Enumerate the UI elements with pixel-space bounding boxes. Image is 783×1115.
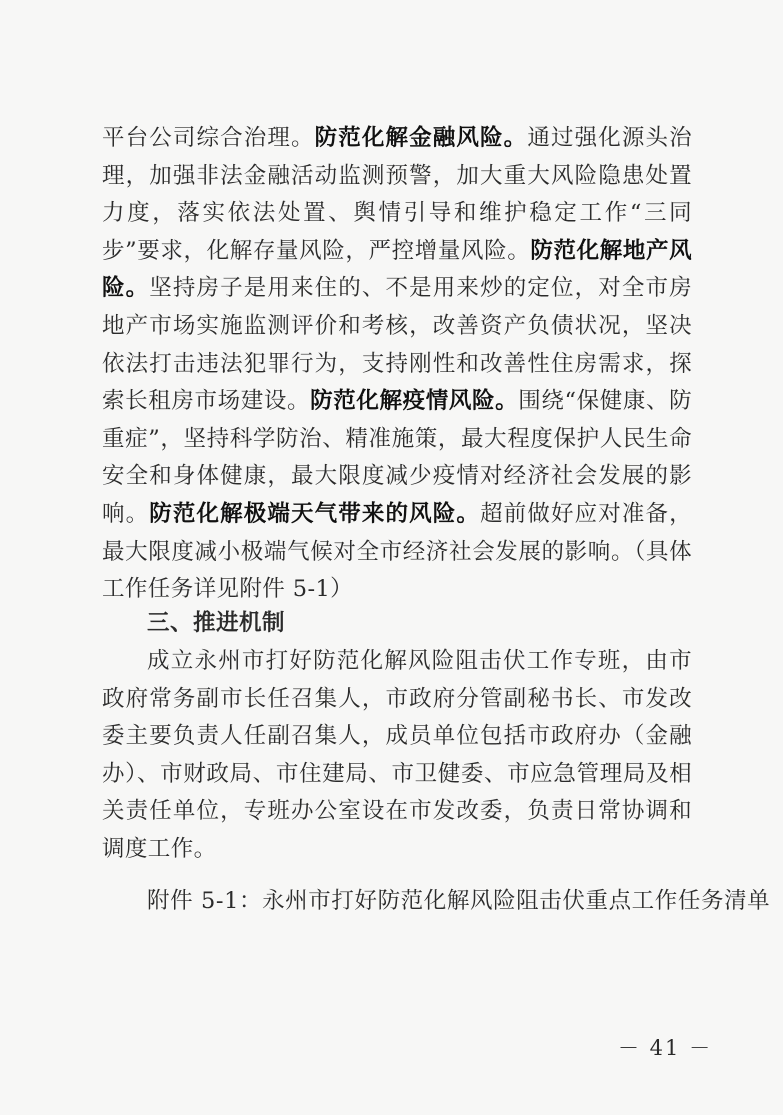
body-text-segment: 平台公司综合治理。: [102, 125, 315, 151]
body-text-segment: 通过强化源头治理，加强非法金融活动监测预警，加大重大风险隐患处置力度，落实依法处置、舆情引导和维护稳定工作“三同步”要求，化解存量风险，严控增量风险。: [102, 125, 692, 264]
body-paragraph-risk-prevention: [102, 120, 692, 609]
body-text-segment: 超前做好应对准备，最大限度减小极端气候对全市经济社会发展的影响。（具体工作任务详见附件 5-1）: [102, 500, 692, 603]
bold-topic-phrase: 防范化解地产风险。: [102, 237, 692, 302]
section-heading: 三、推进机制: [147, 610, 286, 636]
bold-topic-phrase: 防范化解极端天气带来的风险。: [149, 500, 481, 527]
bold-topic-phrase: 防范化解疫情风险。: [310, 388, 519, 415]
body-text-segment: 坚持房子是用来住的、不是用来炒的定位，对全市房地产市场实施监测评价和考核，改善资产负债状况，坚决依法打击违法犯罪行为，支持刚性和改善性住房需求，探索长租房市场建设。: [102, 275, 692, 415]
page-number: － 41 －: [618, 1036, 713, 1060]
attachment-reference: 附件 5-1：永州市打好防范化解风险阻击伏重点工作任务清单: [147, 888, 771, 914]
body-paragraph-mechanism: 成立永州市打好防范化解风险阻击伏工作专班，由市政府常务副市长任召集人，市政府分管副秘书长、市发改委主要负责人任副召集人，成员单位包括市政府办（金融办）、市财政局、市住建局、市卫健委、市应急管理局及相关责任单位，专班办公室设在市发改委，负责日常协调和调度工作。: [102, 648, 692, 862]
bold-topic-phrase: 防范化解金融风险。: [314, 125, 528, 151]
body-text-segment: 围绕“保健康、防重症”，坚持科学防治、精准施策，最大程度保护人民生命安全和身体健康，最大限度减少疫情对经济社会发展的影响。: [102, 388, 692, 527]
